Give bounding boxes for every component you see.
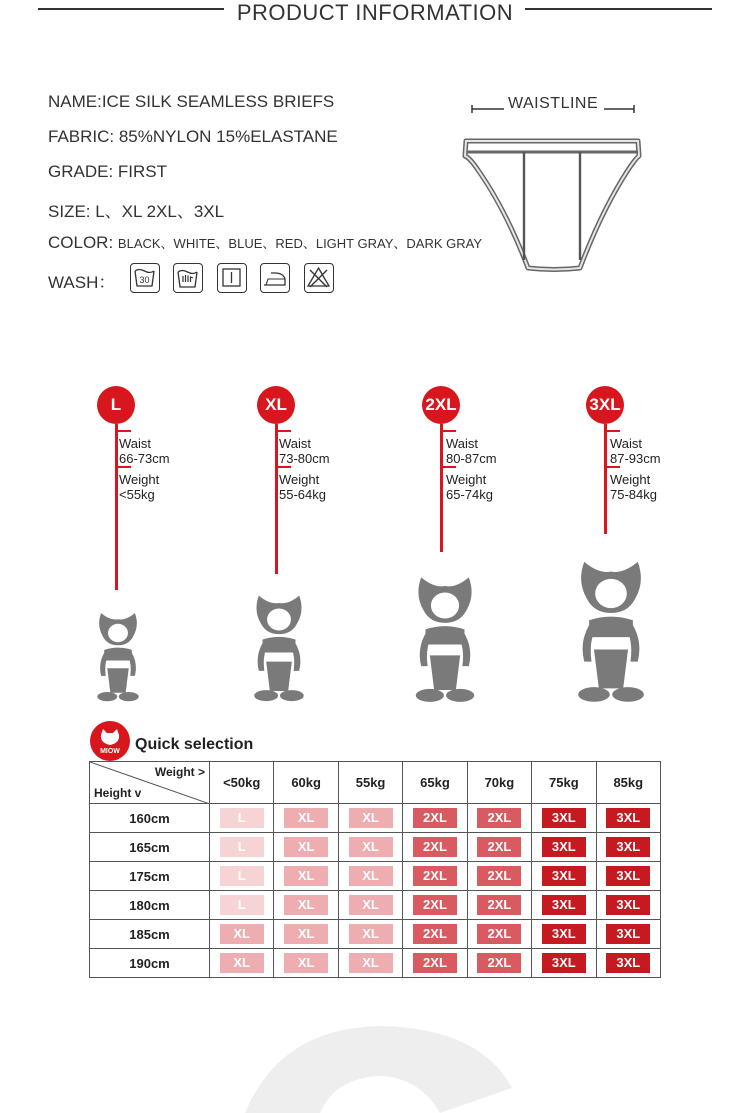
table-row	[90, 920, 661, 949]
quick-selection-table	[89, 761, 661, 978]
size-cell	[467, 862, 531, 891]
wash-temp: 30	[139, 275, 150, 285]
size-waist-label: Waist	[446, 436, 479, 451]
size-tick	[440, 430, 456, 432]
size-tag: 2XL	[413, 953, 457, 973]
size-tick	[275, 466, 291, 468]
table-row	[90, 949, 661, 978]
size-waist-value: 73-80cm	[279, 451, 330, 466]
size-tag: 3XL	[606, 808, 650, 828]
weight-header: 85kg	[596, 762, 660, 804]
size-cell	[532, 920, 596, 949]
size-cell	[596, 862, 660, 891]
size-cell	[596, 804, 660, 833]
hand-wash-icon	[173, 263, 203, 293]
size-cell	[403, 891, 467, 920]
size-cell	[532, 862, 596, 891]
size-waist-value: 87-93cm	[610, 451, 661, 466]
size-tag: XL	[349, 837, 393, 857]
size-tag: L	[220, 895, 264, 915]
page-title: PRODUCT INFORMATION	[236, 0, 514, 25]
size-tag: 2XL	[413, 808, 457, 828]
weight-header: 65kg	[403, 762, 467, 804]
size-badge-3xl: 3XL	[586, 386, 624, 424]
size-waist-label: Waist	[610, 436, 643, 451]
table-row	[90, 804, 661, 833]
size-tag: 3XL	[542, 808, 586, 828]
size-cell	[403, 949, 467, 978]
table-row	[90, 862, 661, 891]
size-line-3xl	[604, 424, 607, 534]
size-tag: 3XL	[606, 895, 650, 915]
size-tag: XL	[284, 866, 328, 886]
cat-figure-l-icon	[94, 610, 142, 702]
size-tag: 3XL	[606, 837, 650, 857]
size-line-2xl	[440, 424, 443, 552]
size-tag: XL	[349, 895, 393, 915]
wash-label: WASH：	[48, 273, 116, 292]
size-tag: 3XL	[606, 953, 650, 973]
size-cell	[210, 862, 274, 891]
size-cell	[274, 920, 338, 949]
size-line-xl	[275, 424, 278, 574]
size-weight-value: 65-74kg	[446, 487, 493, 502]
color-label: COLOR:	[48, 233, 114, 252]
size-tag: XL	[349, 953, 393, 973]
size-weight-value: 75-84kg	[610, 487, 657, 502]
size-cell	[403, 862, 467, 891]
size-cell	[532, 949, 596, 978]
product-grade: GRADE: FIRST	[48, 162, 168, 181]
size-waist-value: 80-87cm	[446, 451, 497, 466]
size-cell	[532, 833, 596, 862]
size-cell	[274, 891, 338, 920]
size-cell	[338, 862, 402, 891]
table-row	[90, 833, 661, 862]
brand-logo	[90, 721, 130, 761]
size-weight-value: <55kg	[119, 487, 155, 502]
size-tag: 2XL	[413, 866, 457, 886]
size-tag: XL	[284, 837, 328, 857]
size-tag: 2XL	[477, 837, 521, 857]
decorative-arc	[240, 1018, 520, 1113]
size-waist-label: Waist	[279, 436, 312, 451]
size-cell	[210, 833, 274, 862]
size-cell	[274, 949, 338, 978]
size-tag: 2XL	[477, 866, 521, 886]
no-bleach-icon	[304, 263, 334, 293]
size-tag: XL	[220, 953, 264, 973]
header-rule-right	[525, 8, 712, 10]
cat-figure-3xl-icon	[574, 557, 648, 703]
size-tag: XL	[284, 953, 328, 973]
size-tag: L	[220, 866, 264, 886]
size-tag: 2XL	[413, 924, 457, 944]
size-tick	[604, 430, 620, 432]
size-tag: XL	[349, 924, 393, 944]
table-corner-header	[90, 762, 210, 804]
height-cell: 190cm	[90, 949, 210, 978]
briefs-diagram	[462, 90, 642, 275]
size-cell	[467, 833, 531, 862]
size-tag: 3XL	[606, 924, 650, 944]
corner-height-label: Height v	[94, 786, 142, 800]
size-cell	[467, 804, 531, 833]
size-tag: XL	[349, 866, 393, 886]
product-fabric: FABRIC: 85%NYLON 15%ELASTANE	[48, 127, 338, 146]
height-cell: 180cm	[90, 891, 210, 920]
size-weight-label: Weight	[279, 472, 320, 487]
size-weight-label: Weight	[610, 472, 651, 487]
size-cell	[596, 833, 660, 862]
wash-30-icon	[130, 263, 160, 293]
size-tag: XL	[220, 924, 264, 944]
weight-header: 70kg	[467, 762, 531, 804]
size-tag: 3XL	[542, 837, 586, 857]
height-cell: 185cm	[90, 920, 210, 949]
size-weight-label: Weight	[119, 472, 160, 487]
size-cell	[338, 891, 402, 920]
size-tag: L	[220, 808, 264, 828]
size-tag: L	[220, 837, 264, 857]
size-tick	[115, 430, 131, 432]
size-cell	[467, 949, 531, 978]
height-cell: 175cm	[90, 862, 210, 891]
size-tag: 2XL	[477, 808, 521, 828]
size-tag: 3XL	[542, 866, 586, 886]
size-weight-value: 55-64kg	[279, 487, 326, 502]
cat-figure-2xl-icon	[412, 573, 478, 703]
size-tick	[115, 466, 131, 468]
size-cell	[338, 920, 402, 949]
iron-icon	[260, 263, 290, 293]
cat-figure-xl-icon	[250, 592, 308, 702]
tumble-dry-icon	[217, 263, 247, 293]
size-badge-2xl: 2XL	[422, 386, 460, 424]
size-tag: 2XL	[477, 924, 521, 944]
size-tag: 3XL	[542, 924, 586, 944]
size-tag: 3XL	[542, 953, 586, 973]
size-cell	[210, 804, 274, 833]
size-cell	[210, 891, 274, 920]
size-cell	[467, 891, 531, 920]
size-tag: XL	[349, 808, 393, 828]
size-badge-l: L	[97, 386, 135, 424]
size-cell	[274, 804, 338, 833]
color-values: BLACK、WHITE、BLUE、RED、LIGHT GRAY、DARK GRAY	[117, 236, 482, 251]
size-tick	[275, 430, 291, 432]
size-cell	[338, 804, 402, 833]
size-cell	[532, 804, 596, 833]
size-waist-label: Waist	[119, 436, 152, 451]
product-color	[48, 233, 482, 253]
waistline-label: WAISTLINE	[508, 95, 599, 112]
size-line-l	[115, 424, 118, 590]
weight-header: 75kg	[532, 762, 596, 804]
height-cell: 160cm	[90, 804, 210, 833]
size-cell	[596, 949, 660, 978]
size-tick	[440, 466, 456, 468]
size-weight-label: Weight	[446, 472, 487, 487]
size-cell	[532, 891, 596, 920]
corner-weight-label: Weight >	[154, 765, 205, 779]
size-cell	[274, 862, 338, 891]
size-cell	[467, 920, 531, 949]
size-cell	[403, 920, 467, 949]
size-tick	[604, 466, 620, 468]
size-tag: 2XL	[477, 895, 521, 915]
quick-selection-title: Quick selection	[135, 736, 254, 753]
weight-header: 60kg	[274, 762, 338, 804]
size-cell	[338, 833, 402, 862]
size-cell	[596, 891, 660, 920]
size-cell	[338, 949, 402, 978]
weight-header: <50kg	[210, 762, 274, 804]
size-cell	[403, 804, 467, 833]
size-tag: XL	[284, 895, 328, 915]
size-cell	[274, 833, 338, 862]
size-cell	[596, 920, 660, 949]
weight-header: 55kg	[338, 762, 402, 804]
size-tag: 3XL	[542, 895, 586, 915]
size-cell	[403, 833, 467, 862]
product-sizes: SIZE: L、XL 2XL、3XL	[48, 202, 225, 221]
table-row	[90, 891, 661, 920]
size-tag: 2XL	[413, 895, 457, 915]
size-cell	[210, 949, 274, 978]
size-tag: 2XL	[477, 953, 521, 973]
size-tag: 2XL	[413, 837, 457, 857]
size-cell	[210, 920, 274, 949]
size-tag: XL	[284, 808, 328, 828]
size-tag: 3XL	[606, 866, 650, 886]
size-waist-value: 66-73cm	[119, 451, 170, 466]
size-tag: XL	[284, 924, 328, 944]
height-cell: 165cm	[90, 833, 210, 862]
brand-logo-text: MIOW	[100, 748, 120, 755]
size-badge-xl: XL	[257, 386, 295, 424]
product-name: NAME:ICE SILK SEAMLESS BRIEFS	[48, 92, 335, 111]
